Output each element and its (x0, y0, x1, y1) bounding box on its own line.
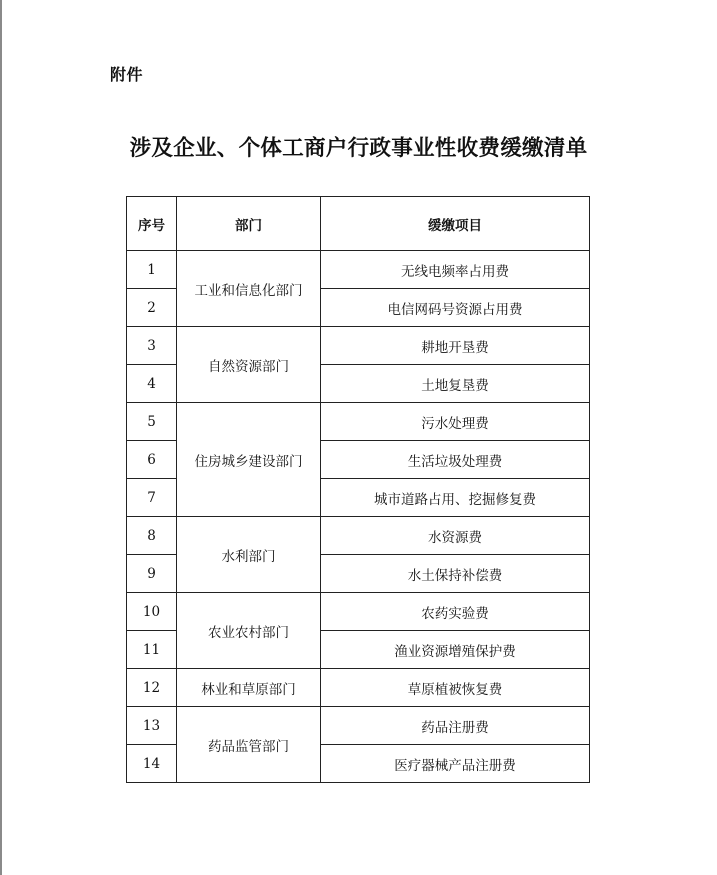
item-cell: 渔业资源增殖保护费 (321, 631, 590, 669)
item-cell: 农药实验费 (321, 593, 590, 631)
fee-deferral-table (126, 196, 590, 783)
row-number: 9 (127, 555, 177, 593)
table-row (127, 593, 590, 631)
row-number: 12 (127, 669, 177, 707)
table-row (127, 669, 590, 707)
row-number: 1 (127, 251, 177, 289)
item-cell: 电信网码号资源占用费 (321, 289, 590, 327)
item-cell: 土地复垦费 (321, 365, 590, 403)
item-cell: 无线电频率占用费 (321, 251, 590, 289)
row-number: 11 (127, 631, 177, 669)
table-row (127, 403, 590, 441)
department-cell: 自然资源部门 (177, 327, 321, 403)
header-department: 部门 (177, 197, 321, 251)
table-row (127, 327, 590, 365)
row-number: 4 (127, 365, 177, 403)
header-item: 缓缴项目 (321, 197, 590, 251)
department-cell: 林业和草原部门 (177, 669, 321, 707)
department-cell: 药品监管部门 (177, 707, 321, 783)
item-cell: 草原植被恢复费 (321, 669, 590, 707)
row-number: 8 (127, 517, 177, 555)
row-number: 7 (127, 479, 177, 517)
item-cell: 医疗器械产品注册费 (321, 745, 590, 783)
attachment-label: 附件 (110, 65, 144, 84)
row-number: 5 (127, 403, 177, 441)
row-number: 2 (127, 289, 177, 327)
row-number: 10 (127, 593, 177, 631)
department-cell: 工业和信息化部门 (177, 251, 321, 327)
item-cell: 水资源费 (321, 517, 590, 555)
item-cell: 生活垃圾处理费 (321, 441, 590, 479)
department-cell: 水利部门 (177, 517, 321, 593)
table-row (127, 251, 590, 289)
department-cell: 住房城乡建设部门 (177, 403, 321, 517)
document-title: 涉及企业、个体工商户行政事业性收费缓缴清单 (129, 136, 588, 161)
row-number: 13 (127, 707, 177, 745)
table-header-row (127, 197, 590, 251)
item-cell: 城市道路占用、挖掘修复费 (321, 479, 590, 517)
row-number: 6 (127, 441, 177, 479)
item-cell: 药品注册费 (321, 707, 590, 745)
table-row (127, 707, 590, 745)
item-cell: 污水处理费 (321, 403, 590, 441)
item-cell: 耕地开垦费 (321, 327, 590, 365)
row-number: 14 (127, 745, 177, 783)
item-cell: 水土保持补偿费 (321, 555, 590, 593)
header-number: 序号 (127, 197, 177, 251)
table-row (127, 517, 590, 555)
department-cell: 农业农村部门 (177, 593, 321, 669)
row-number: 3 (127, 327, 177, 365)
